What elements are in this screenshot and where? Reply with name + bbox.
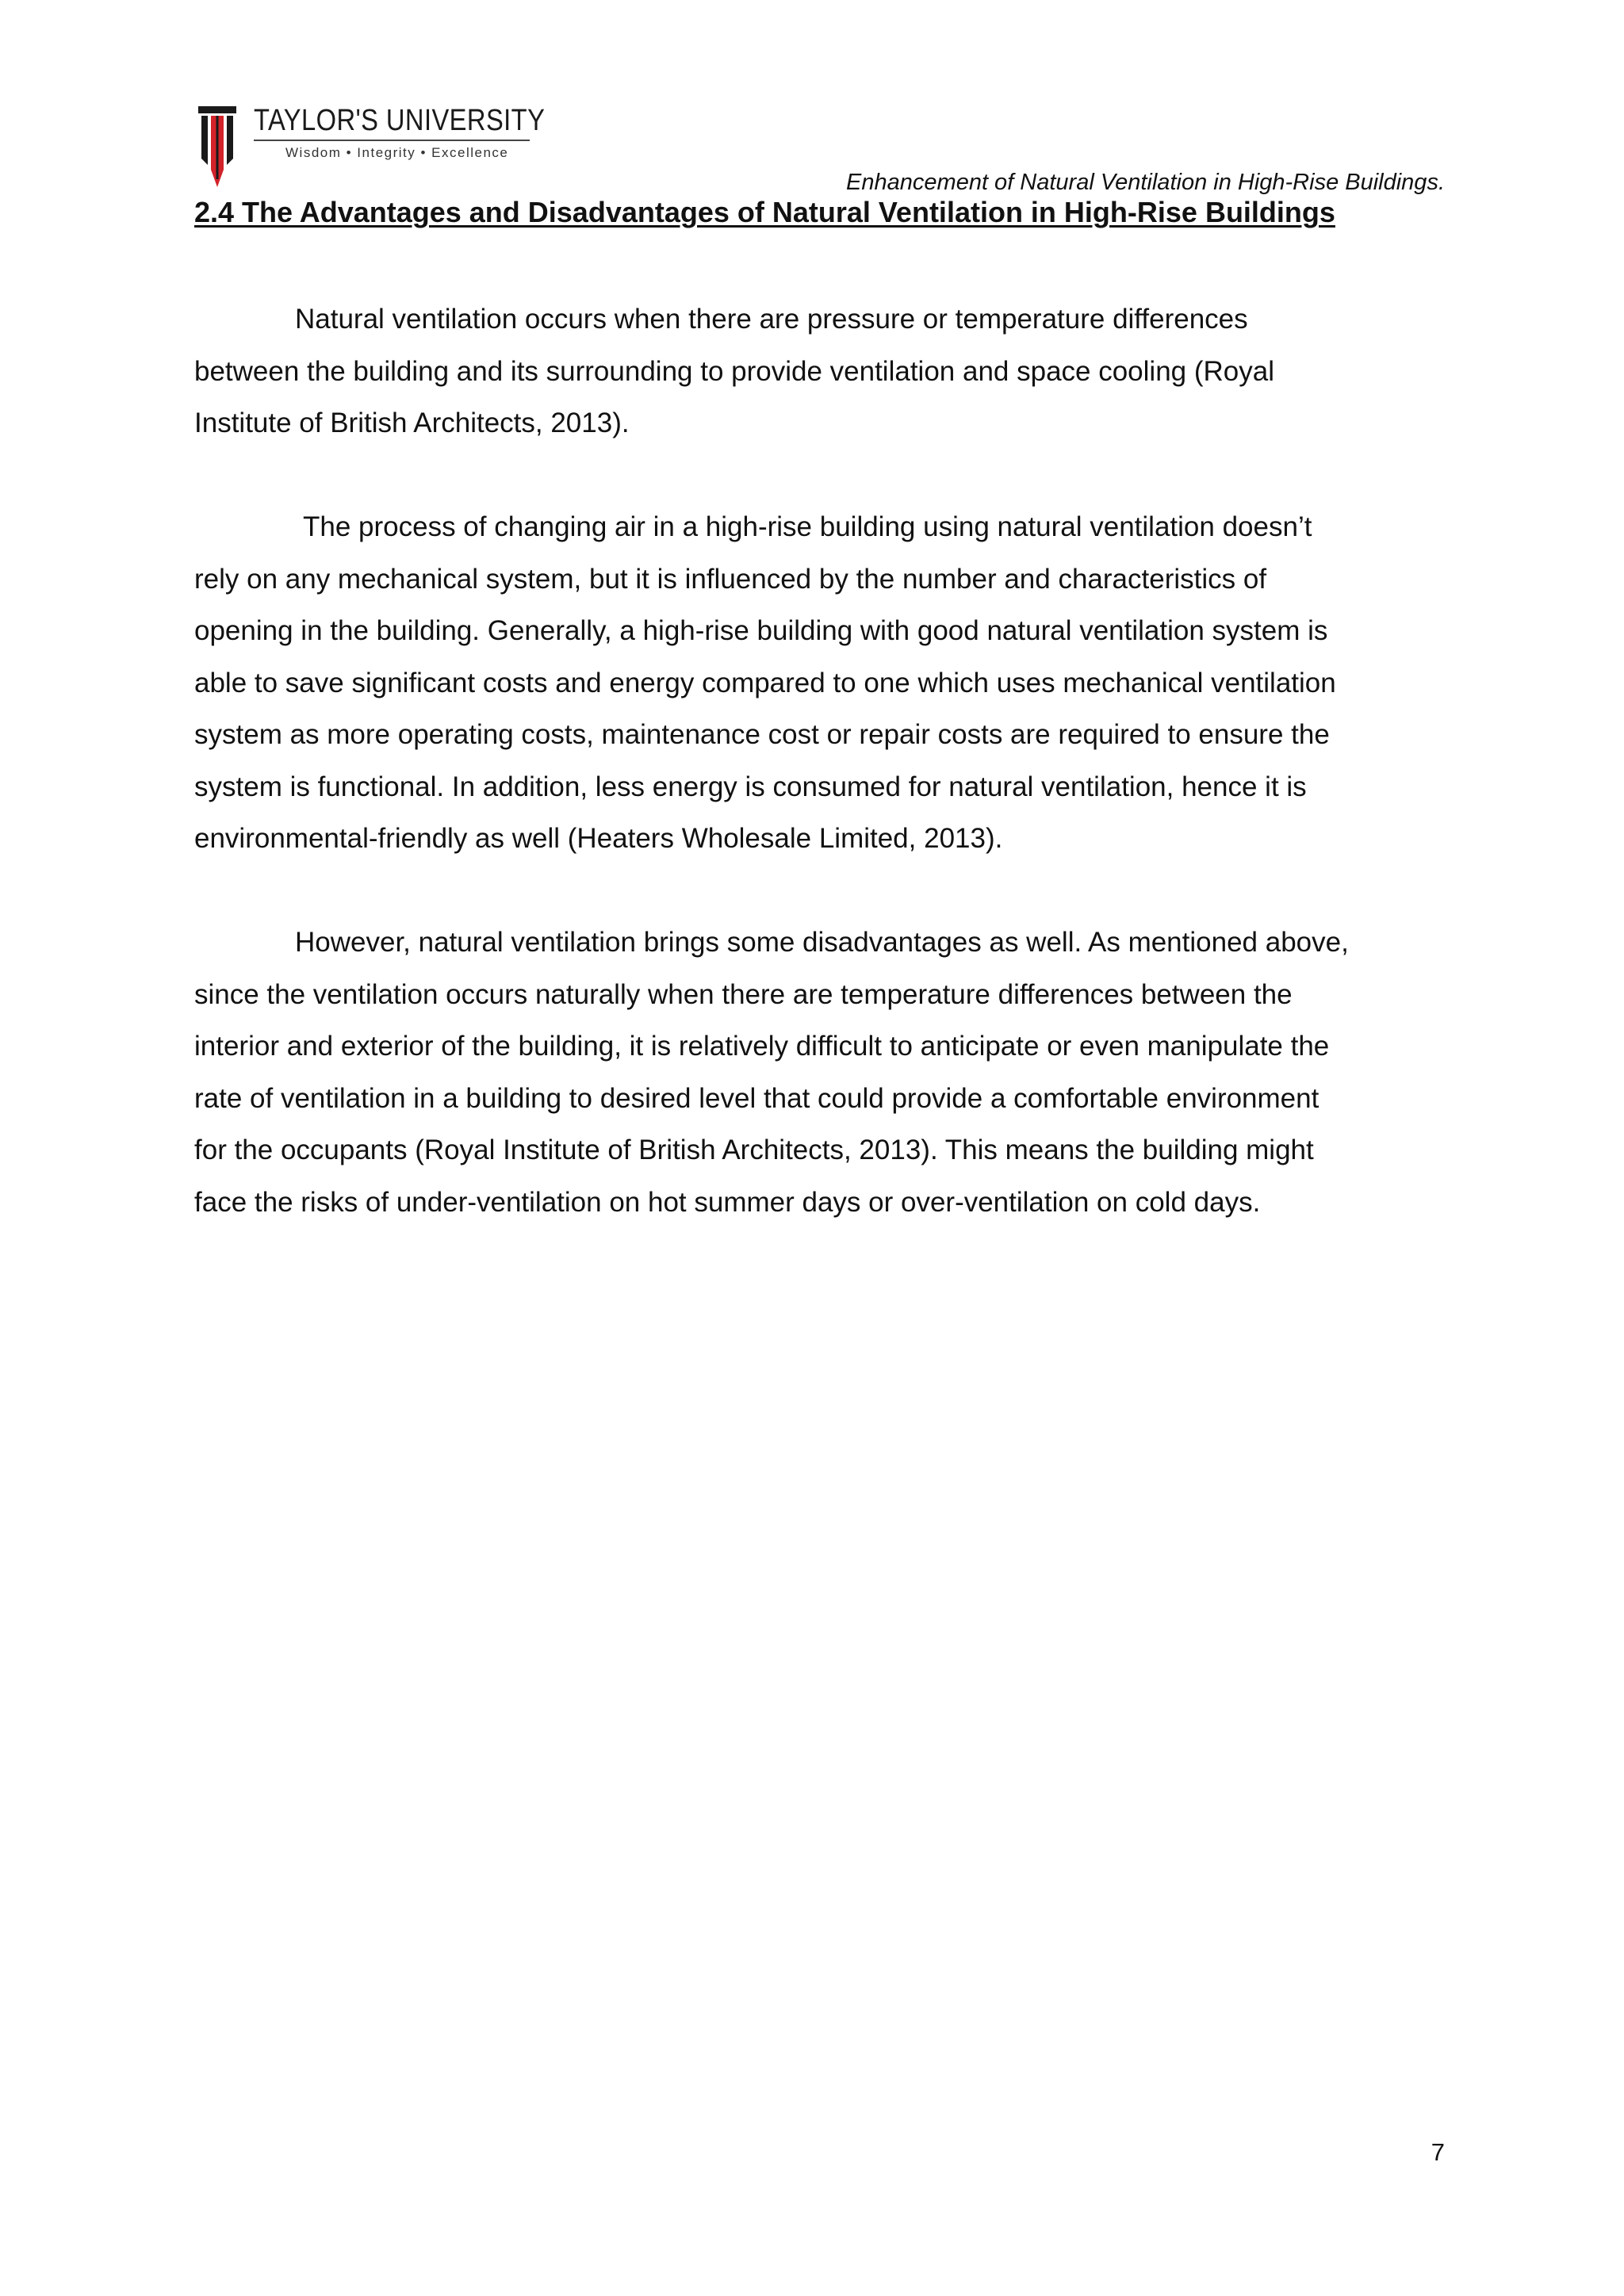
page-number: 7 — [1431, 2138, 1445, 2166]
paragraph-line: able to save significant costs and energy compared to one which uses mechanical ventilation — [194, 667, 1336, 698]
paragraph-line: rely on any mechanical system, but it is influenced by the number and characteristics of — [194, 563, 1267, 595]
paragraph-line: system is functional. In addition, less energy is consumed for natural ventilation, hence it is — [194, 771, 1307, 802]
paragraph-line: for the occupants (Royal Institute of British Architects, 2013). This means the building might — [194, 1135, 1314, 1165]
university-logo — [197, 103, 546, 190]
paragraph-line: interior and exterior of the building, it is relatively difficult to anticipate or even manipulate the — [194, 1031, 1330, 1062]
paragraph-line: However, natural ventilation brings some disadvantages as well. As mentioned above, — [295, 927, 1349, 958]
paragraph-line: rate of ventilation in a building to desired level that could provide a comfortable environment — [194, 1082, 1320, 1114]
paragraph-line: environmental-friendly as well (Heaters Wholesale Limited, 2013). — [194, 823, 1003, 854]
logo-wordmark: TAYLOR'S UNIVERSITY — [254, 104, 546, 137]
paragraph-2 — [194, 501, 1459, 865]
paragraph-line: opening in the building. Generally, a high-rise building with good natural ventilation system is — [194, 615, 1328, 646]
logo-motto: Wisdom • Integrity • Excellence — [285, 145, 509, 160]
paragraph-line: The process of changing air in a high-rise building using natural ventilation doesn’t — [303, 511, 1312, 542]
paragraph-1 — [194, 293, 1459, 450]
paragraph-line: Institute of British Architects, 2013). — [194, 408, 630, 438]
paragraph-3 — [194, 916, 1459, 1228]
section-heading: 2.4 The Advantages and Disadvantages of Natural Ventilation in High-Rise Buildings — [194, 196, 1335, 228]
taylors-crest-icon — [197, 103, 238, 190]
paragraph-line: since the ventilation occurs naturally when there are temperature differences between the — [194, 978, 1293, 1010]
logo-divider — [254, 140, 530, 141]
paragraph-line: face the risks of under-ventilation on hot summer days or over-ventilation on cold days. — [194, 1186, 1261, 1218]
paragraph-line: Natural ventilation occurs when there are pressure or temperature differences — [295, 304, 1248, 335]
running-header: Enhancement of Natural Ventilation in High-Rise Buildings. — [846, 170, 1445, 195]
paragraph-line: system as more operating costs, maintenance cost or repair costs are required to ensure the — [194, 719, 1330, 750]
paragraph-line: between the building and its surrounding to provide ventilation and space cooling (Royal — [194, 355, 1274, 387]
